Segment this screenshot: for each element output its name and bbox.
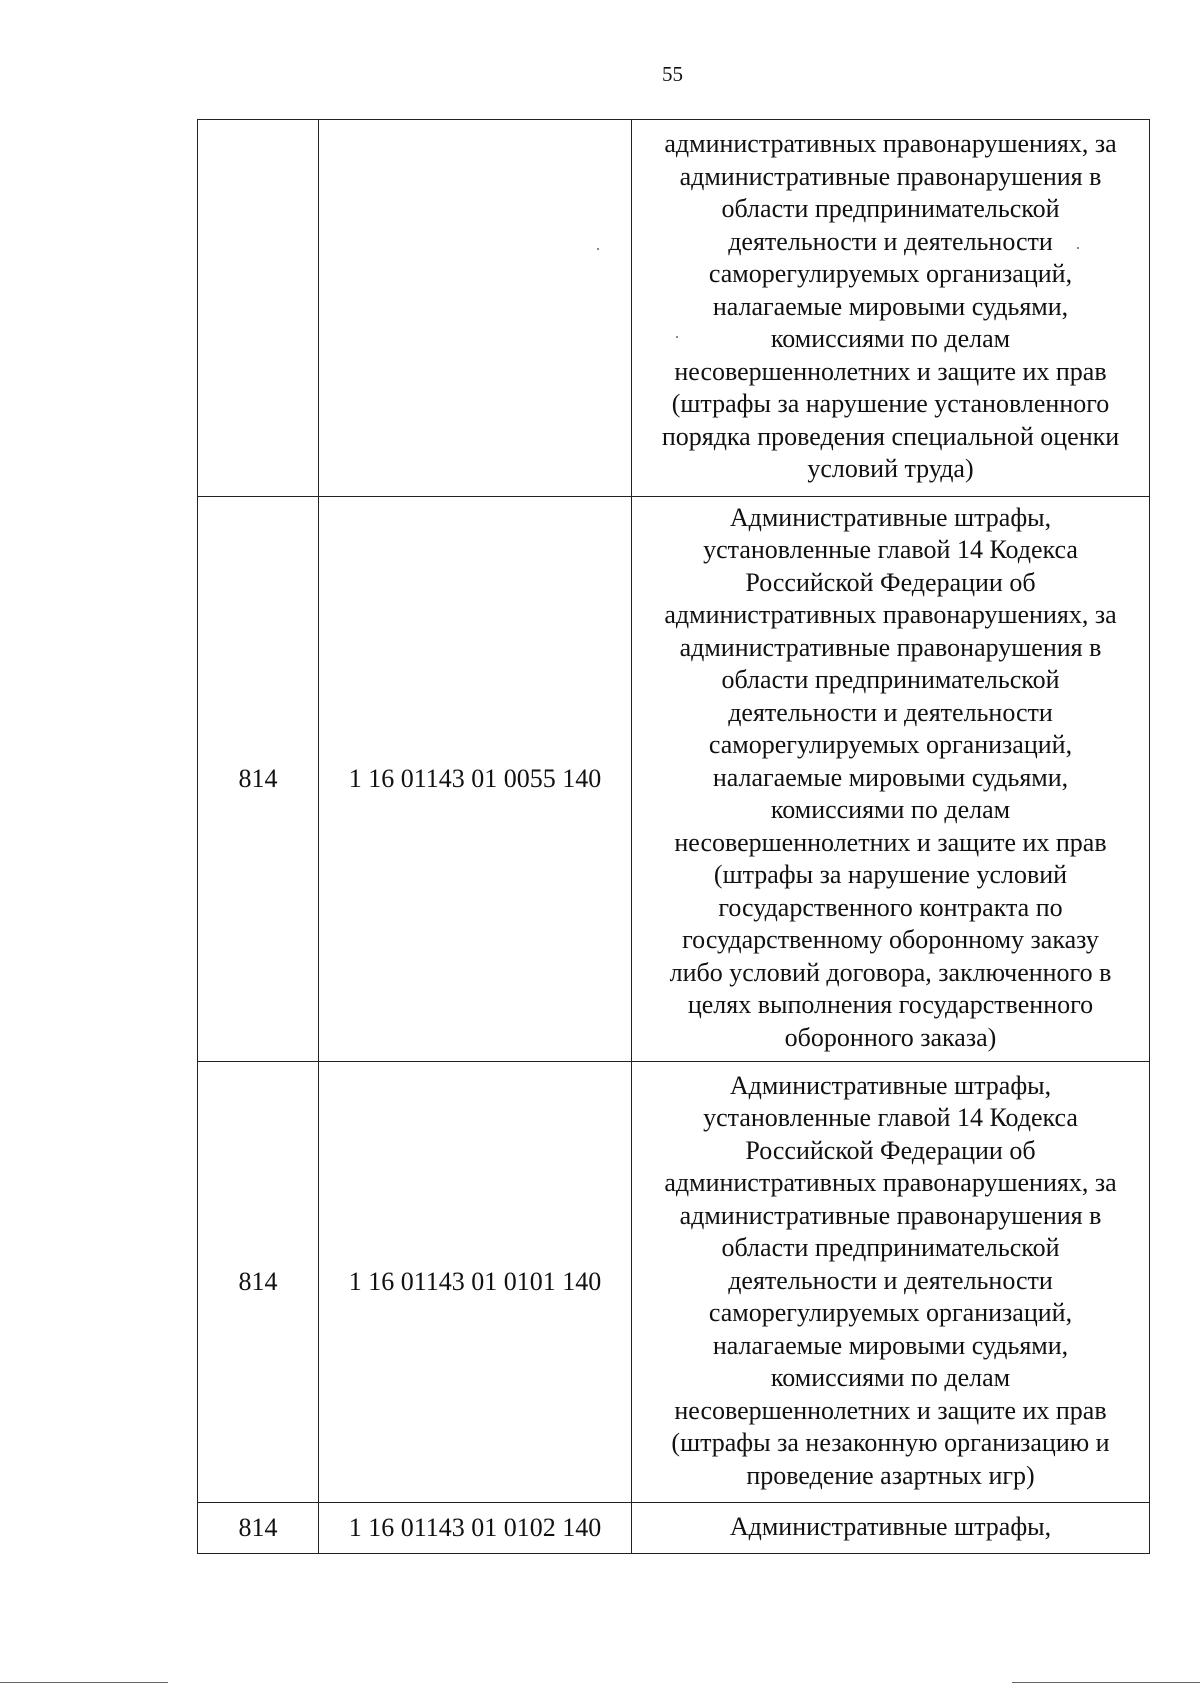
description-line: Административные штрафы,	[729, 502, 1052, 532]
description-cell	[632, 497, 1150, 1062]
description-line: (штрафы за нарушение установленного	[671, 389, 1110, 419]
description-line: государственного контракта по	[718, 892, 1063, 922]
description-line: целях выполнения государственного	[687, 990, 1094, 1020]
description-line: несовершеннолетних и защите их прав	[674, 356, 1107, 386]
description-line: административные правонарушения в	[679, 1200, 1102, 1230]
description-line: установленные главой 14 Кодекса	[703, 1103, 1078, 1133]
kbk-code-cell: 1 16 01143 01 0101 140	[319, 1062, 632, 1503]
budget-codes-table	[197, 119, 1150, 1554]
description-line: (штрафы за незаконную организацию и	[671, 1428, 1110, 1458]
description-line: порядка проведения специальной оценки	[661, 421, 1120, 451]
description-line: комиссиями по делам	[770, 795, 1011, 825]
description-line: административных правонарушениях, за	[664, 1168, 1117, 1198]
scan-speck	[597, 248, 599, 250]
description-cell	[632, 1503, 1150, 1554]
admin-code-cell	[198, 120, 319, 497]
scan-speck	[1077, 247, 1079, 249]
page-number: 55	[662, 62, 683, 86]
admin-code-cell: 814	[198, 497, 319, 1062]
admin-code-cell: 814	[198, 1503, 319, 1554]
kbk-code-cell: 1 16 01143 01 0055 140	[319, 497, 632, 1062]
description-line: Российской Федерации об	[745, 567, 1036, 597]
description-line: (штрафы за нарушение условий	[713, 860, 1068, 890]
description-line: условий труда)	[807, 454, 974, 484]
description-line: деятельности и деятельности	[728, 697, 1053, 727]
table-row	[198, 497, 1150, 1062]
scan-edge-line-right	[1012, 1682, 1200, 1683]
description-line: области предпринимательской	[721, 1233, 1060, 1263]
description-line: проведение азартных игр)	[746, 1460, 1035, 1490]
description-line: Административные штрафы,	[729, 1511, 1052, 1541]
admin-code-cell: 814	[198, 1062, 319, 1503]
description-line: либо условий договора, заключенного в	[669, 957, 1112, 987]
description-line: саморегулируемых организаций,	[708, 730, 1073, 760]
table-row	[198, 120, 1150, 497]
description-line: области предпринимательской	[721, 665, 1060, 695]
description-line: деятельности и деятельности	[728, 226, 1053, 256]
description-line: налагаемые мировыми судьями,	[712, 762, 1069, 792]
description-line: государственному оборонному заказу	[682, 925, 1099, 955]
scan-speck	[676, 336, 678, 338]
description-line: Административные штрафы,	[729, 1070, 1052, 1100]
scan-edge-line-left	[0, 1682, 168, 1683]
description-line: комиссиями по делам	[770, 1363, 1011, 1393]
description-line: саморегулируемых организаций,	[708, 1298, 1073, 1328]
table-row	[198, 1503, 1150, 1554]
description-line: области предпринимательской	[721, 194, 1060, 224]
description-line: оборонного заказа)	[784, 1022, 997, 1052]
description-cell	[632, 120, 1150, 497]
description-line: налагаемые мировыми судьями,	[712, 291, 1069, 321]
description-line: административных правонарушениях, за	[664, 129, 1117, 159]
description-line: установленные главой 14 Кодекса	[703, 535, 1078, 565]
kbk-code-cell	[319, 120, 632, 497]
description-line: несовершеннолетних и защите их прав	[674, 827, 1107, 857]
description-line: несовершеннолетних и защите их прав	[674, 1395, 1107, 1425]
kbk-code-cell: 1 16 01143 01 0102 140	[319, 1503, 632, 1554]
table-row	[198, 1062, 1150, 1503]
description-cell	[632, 1062, 1150, 1503]
description-line: деятельности и деятельности	[728, 1265, 1053, 1295]
description-line: административные правонарушения в	[679, 161, 1102, 191]
description-line: налагаемые мировыми судьями,	[712, 1330, 1069, 1360]
description-line: административных правонарушениях, за	[664, 600, 1117, 630]
description-line: саморегулируемых организаций,	[708, 259, 1073, 289]
description-line: административные правонарушения в	[679, 632, 1102, 662]
description-line: Российской Федерации об	[745, 1135, 1036, 1165]
description-line: комиссиями по делам	[770, 324, 1011, 354]
